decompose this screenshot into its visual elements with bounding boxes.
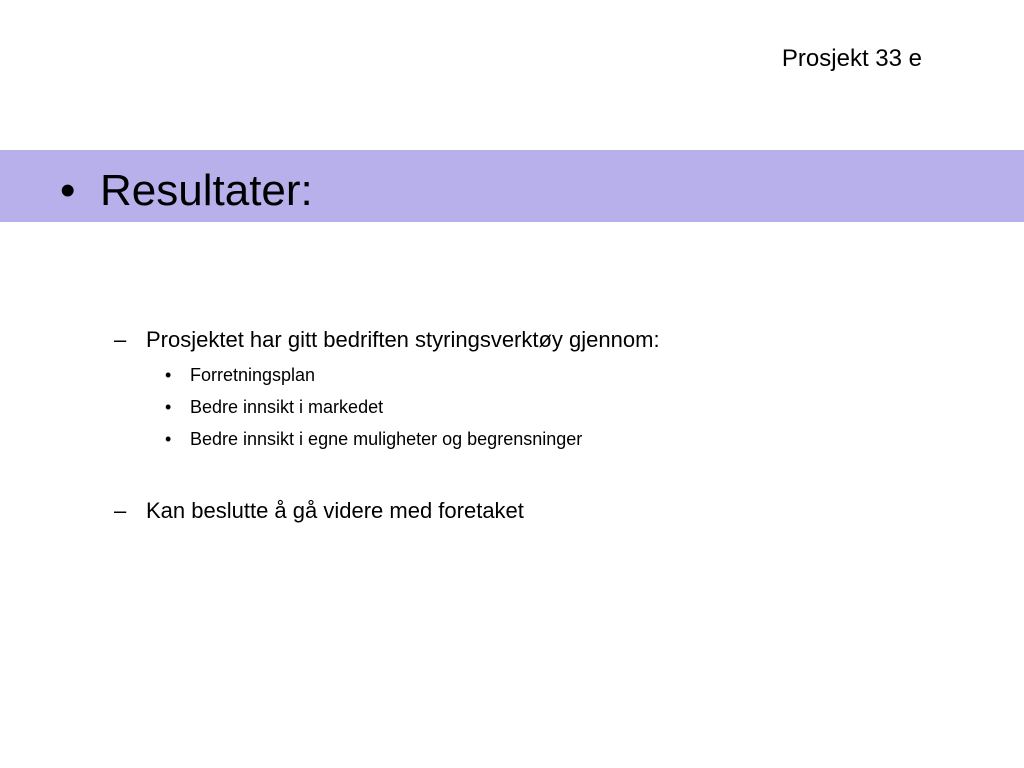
list-subitem-text: Bedre innsikt i markedet <box>190 397 384 417</box>
title-bullet: • <box>60 166 76 215</box>
list-subitem-1 <box>165 363 315 387</box>
list-subitem-2 <box>165 395 383 419</box>
bullet-marker: • <box>165 365 172 385</box>
dash-marker: – <box>114 327 127 352</box>
list-item-text: Prosjektet har gitt bedriften styringsverktøy gjennom: <box>146 327 660 352</box>
list-item-text: Kan beslutte å gå videre med foretaket <box>146 498 524 523</box>
title-text: Resultater: <box>100 166 313 215</box>
list-subitem-text: Bedre innsikt i egne muligheter og begrensninger <box>190 429 583 449</box>
bullet-marker: • <box>165 429 172 449</box>
bullet-marker: • <box>165 397 172 417</box>
list-item-main-2 <box>114 497 524 525</box>
header-project-label: Prosjekt 33 e <box>781 45 922 72</box>
list-subitem-text: Forretningsplan <box>190 365 316 385</box>
dash-marker: – <box>114 498 127 523</box>
slide-title <box>60 163 313 219</box>
list-item-main-1 <box>114 326 660 354</box>
list-subitem-3 <box>165 427 582 451</box>
